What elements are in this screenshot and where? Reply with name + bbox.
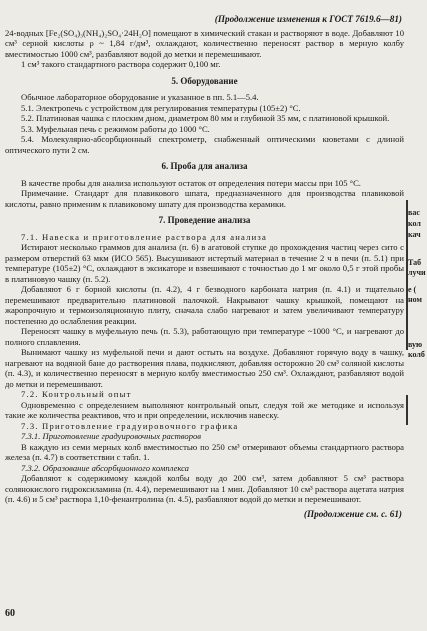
margin-fragment: лучи (408, 268, 426, 277)
subsection-7-3-1-heading: 7.3.1. Приготовление градуировочных растворов (21, 431, 202, 441)
subsection-7-3-2-heading: 7.3.2. Образование абсорбционного комплекса (21, 462, 189, 473)
margin-fragment: вую (408, 340, 423, 349)
section-5-title: 5. Оборудование (171, 75, 238, 86)
subsection-7-1-heading: 7.1. Навеска и приготовление раствора для анализа (21, 231, 267, 242)
sec6-note: Примечание. Стандарт для плавикового шпата, предназначенного для производства плавиковой кислоты, равно применим к плавиковому шпату для производства керамики. (5, 188, 404, 209)
sec5-para: 5.2. Платиновая чашка с плоским дном, диаметром 80 мм и глубиной 35 мм, с платиновой крышкой. (21, 113, 390, 123)
page-content (5, 0, 404, 519)
subsection-7-2-heading: 7.2. Контрольный опыт (21, 389, 132, 399)
sec5-para: 5.1. Электропечь с устройством для регулирования температуры (105±2) °С. (21, 102, 301, 113)
margin-fragment: кол (408, 219, 421, 228)
subsection-7-3-heading: 7.3. Приготовление градуировочного графика (21, 420, 239, 431)
sec7-3-1-para: В каждую из семи мерных колб вместимостью по 250 см³ отмеривают объемы стандартного раствора железа (п. 4.7) в соответствии с табл. 1. (5, 441, 404, 462)
section-7-title: 7. Проведение анализа (158, 215, 251, 225)
margin-fragment: е ( (408, 285, 417, 294)
intro-note: 1 см³ такого стандартного раствора содержит 0,100 мг. (21, 59, 221, 69)
sec7-1-para: Вынимают чашку из муфельной печи и дают остыть на воздухе. Добавляют горячую воду в чашку, нагревают на водяной бане до растворения плава, подкисляют, добавляя осторожно 20 см³ соляной кислоты (п. 4.3), и количественно переносят в мерную колбу вместимостью 250 см³. Охлаждают, разбавляют водой до метки и перемешивают. (5, 347, 404, 389)
sec7-3-2-para: Добавляют к содержимому каждой колбы воду до 200 см³, затем добавляют 5 см³ раствора солянокислого гидроксиламина (п. 4.4), перемешивают на 1 мин. Добавляют 10 см³ раствора ацетата натрия (п. 4.6) и 5 см³ раствора 1,10-фенантролина (п. 4.5), разбавляют водой до метки и перемешивают. (5, 473, 404, 504)
sec7-1-para: Добавляют 6 г борной кислоты (п. 4.2), 4 г безводного карбоната натрия (п. 4.1) и тщательно перемешивают предварительно платиновой палочкой. Накрывают чашку крышкой, помещают на жаропрочную и термоизоляционную плиту, сначала слабо нагревают и затем увеличивают температуру постепенно до ослабления реакции. (5, 284, 404, 326)
sec5-para: 5.4. Молекулярно-абсорбционный спектрометр, снабженный оптическими кюветами с длиной оптического пути 2 см. (5, 134, 404, 155)
margin-fragment: ном (408, 295, 422, 304)
sec7-1-para: Переносят чашку в муфельную печь (п. 5.3), работающую при температуре ~1000 °С, и нагревают до полного сплавления. (5, 326, 404, 347)
sec7-1-para: Истирают несколько граммов для анализа (п. 6) в агатовой ступке до прохождения частиц через сито с размером отверстий 63 мкм (ИСО 565). Высушивают истертый материал в течение 2 ч в печи (п. 5.1) при температуре (105±2) °С, охлаждают в эксикаторе и взвешивают с точностью до 1 мг около 0,5 г этой пробы в платиновую чашку (п. 5.2). (5, 242, 404, 284)
sec5-para: Обычное лабораторное оборудование и указанное в пп. 5.1—5.4. (21, 92, 259, 102)
continuation-footer: (Продолжение см. с. 61) (303, 508, 402, 519)
sec6-para: В качестве пробы для анализа используют остаток от определения потери массы при 105 °С. (21, 177, 361, 188)
margin-fragment: колб (408, 350, 425, 359)
margin-rule (406, 395, 408, 425)
adjacent-page-margin (404, 0, 427, 631)
margin-fragment: кач (408, 230, 421, 239)
margin-fragment: вас (408, 208, 420, 217)
section-6-title: 6. Проба для анализа (161, 161, 248, 171)
page-number: 60 (5, 608, 15, 619)
intro-paragraph: 24-водных [Fe₂(SO₄)₃(NH₄)₂SO₄·24H₂O] помещают в химический стакан и растворяют в воде. Добавляют 10 см³ серной кислоты ρ ~ 1,84 г/дм³, охлаждают, количественно переносят раствор в мерную колбу вместимостью 1000 см³, разбавляют водой до метки и перемешивают. (5, 27, 404, 59)
sec7-2-para: Одновременно с определением выполняют контрольный опыт, следуя той же методике и используя такие же количества реактивов, что и при определении, исключив навеску. (5, 399, 404, 420)
sec5-para: 5.3. Муфельная печь с режимом работы до 1000 °С. (21, 123, 210, 134)
running-header: (Продолжение изменения к ГОСТ 7619.6—81) (214, 14, 402, 24)
margin-fragment: Таб (408, 258, 422, 267)
